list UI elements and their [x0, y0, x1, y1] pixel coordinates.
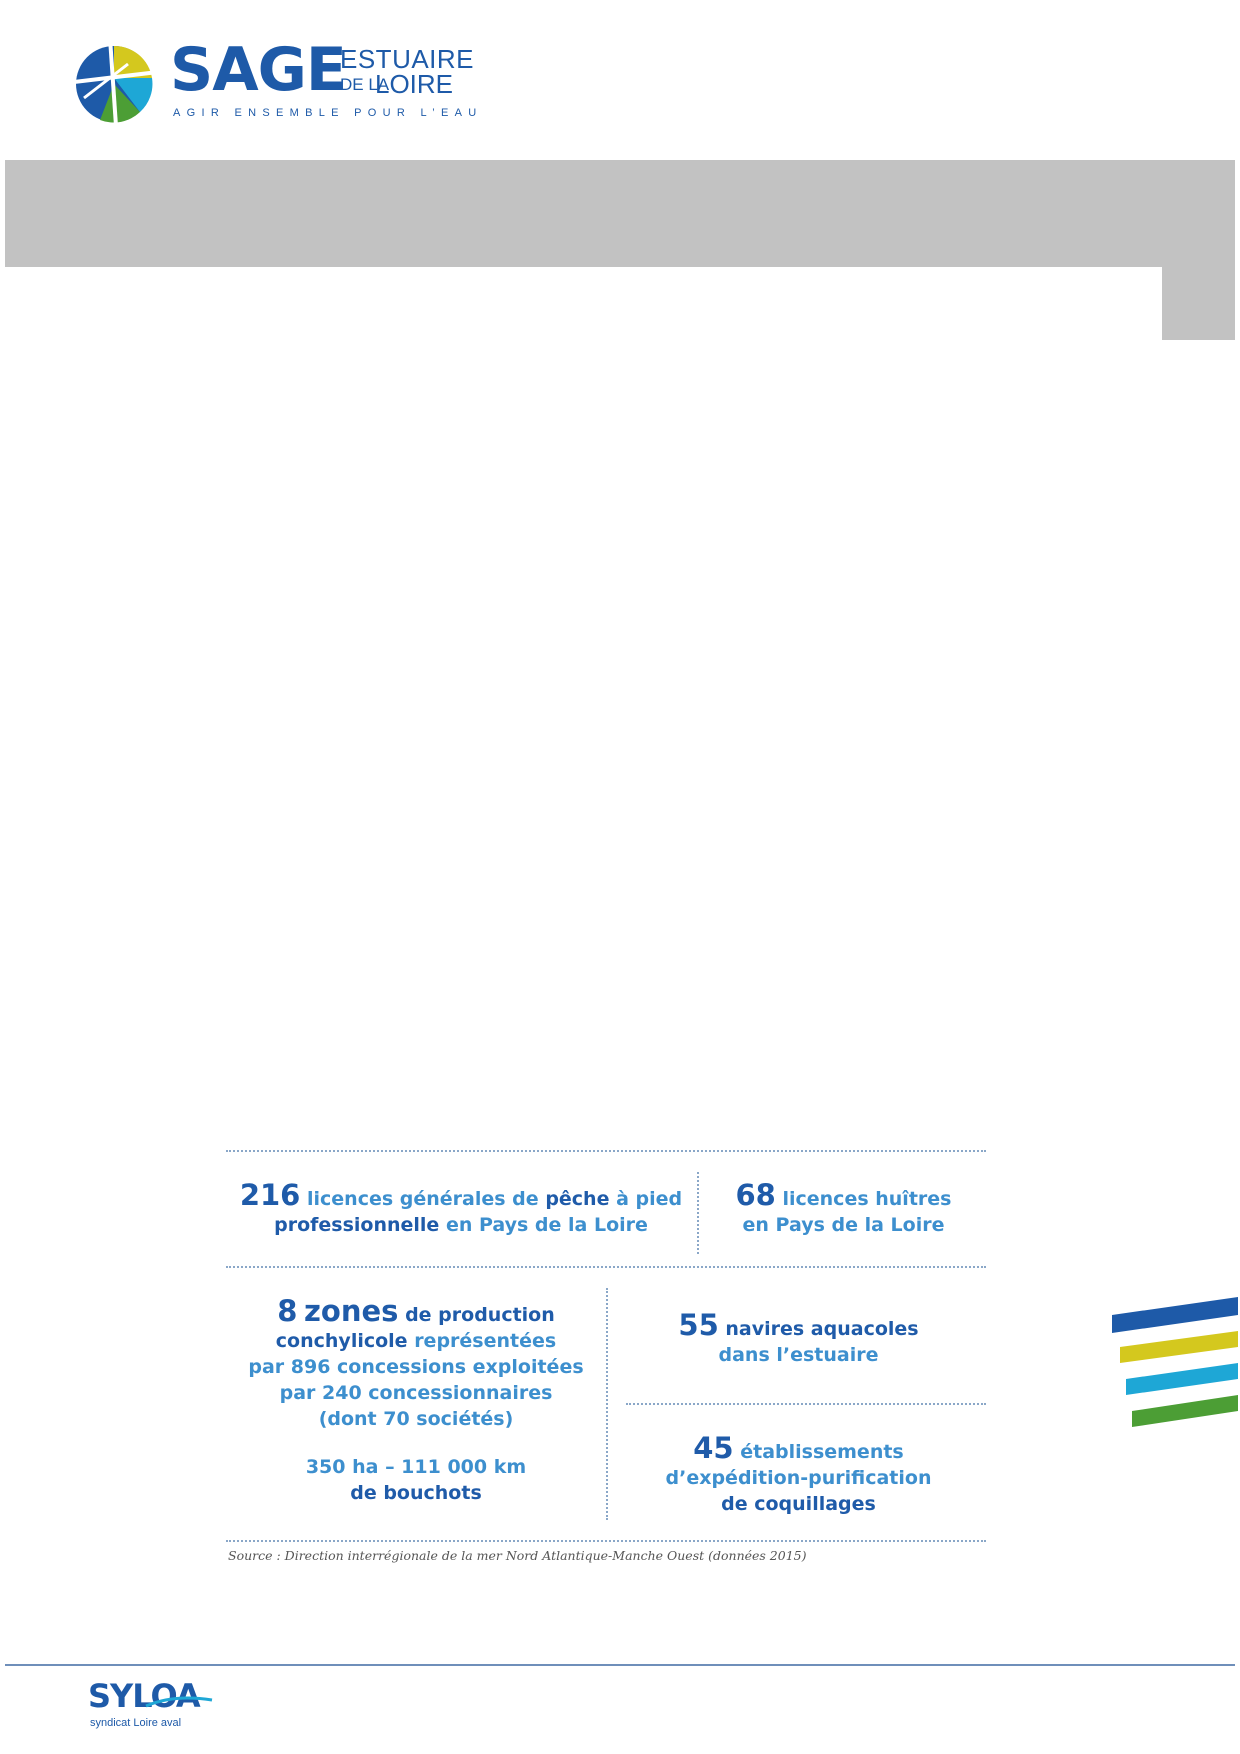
stat-navires: 55 navires aquacoles dans l’estuaire [678, 1308, 919, 1366]
divider-right [626, 1403, 986, 1405]
logo-loire-text: LOIRE [375, 69, 454, 99]
divider-top [226, 1150, 986, 1152]
header-banner [5, 160, 1235, 267]
footer-rule [5, 1664, 1235, 1666]
divider-row1 [226, 1266, 986, 1268]
syloa-subtitle: syndicat Loire aval [90, 1717, 182, 1729]
logo-dela-text: DE LA [340, 75, 390, 94]
vdivider-row2 [606, 1288, 608, 1520]
vdivider-row1 [697, 1172, 699, 1254]
fisheries-infographic [226, 1150, 986, 1570]
stat-etablissements: 45 établissements d’expédition-purification de coquillages [665, 1431, 932, 1515]
stat-number: 216 [239, 1178, 301, 1212]
stat-number: 55 [678, 1308, 719, 1342]
stat-huitres-licences: 68 licences huîtres en Pays de la Loire [735, 1178, 952, 1236]
stat-number: 8 [277, 1294, 298, 1328]
logo-sage-text: SAGE [170, 35, 346, 105]
decorative-stripes-icon [1110, 1295, 1240, 1435]
stat-zones-production: 8 zones de production conchylicole représentées par 896 concessions exploitées par 240 concessionnaires (dont 70 sociétés) 350 ha – 111 000 km de bouchots [248, 1294, 584, 1504]
stat-number: 68 [735, 1178, 776, 1212]
stat-peche-licences: 216 licences générales de pêche à pied professionnelle en Pays de la Loire [239, 1178, 683, 1236]
logo-tagline: AGIR ENSEMBLE POUR L’EAU [173, 107, 483, 119]
syloa-wave-icon [144, 1690, 214, 1712]
syloa-name: SYLOA [88, 1677, 200, 1715]
syloa-logo [88, 1677, 248, 1740]
banner-tab [1162, 267, 1235, 340]
divider-bottom [226, 1540, 986, 1542]
stat-number: 45 [693, 1431, 734, 1465]
sage-logo [70, 34, 483, 124]
sage-globe-icon [70, 34, 162, 126]
logo-estuaire-text: ESTUAIRE [340, 44, 475, 74]
source-caption: Source : Direction interrégionale de la mer Nord Atlantique-Manche Ouest (données 2015) [228, 1548, 807, 1563]
